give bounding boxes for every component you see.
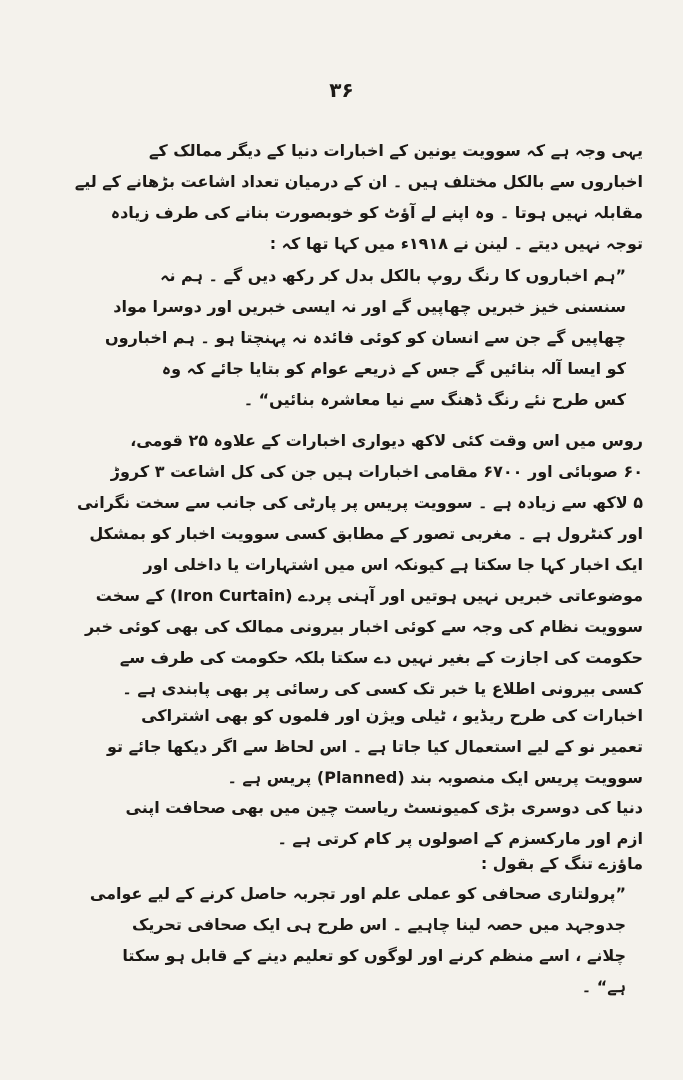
text-line: ایک اخبار کہا جا سکتا ہے کیونکہ اس میں اشتہارات یا داخلی اور [143,555,643,574]
text-line: ازم اور مارکسزم کے اصولوں پر کام کرتی ہے ۔ [277,829,643,848]
text-line: چھاپیں گے جن سے انسان کو کوئی فائدہ نہ پہنچتا ہو ۔ ہم اخباروں [104,328,626,347]
mao-quote-intro [40,848,643,879]
text-line: سوویت پریس ایک منصوبہ بند (Planned) پریس ہے ۔ [227,768,643,787]
text-line: مقابلہ نہیں ہوتا ۔ وہ اپنے لے آؤٹ کو خوبصورت بنانے کی طرف زیادہ [110,203,643,222]
text-line: توجہ نہیں دیتے ۔ لینن نے ۱۹۱۸ء میں کہا تھا کہ : [269,234,643,253]
paragraph-soviet-newspapers [40,135,643,259]
text-line: سوویت نظام کی وجہ سے کوئی اخبار بیرونی ممالک کی بھی کوئی خبر [84,617,643,636]
text-line: روس میں اس وقت کئی لاکھ دیواری اخبارات کے علاوہ ۲۵ قومی، [130,431,643,450]
paragraph-china [40,792,643,854]
text-line: کو ایسا آلہ بنائیں گے جس کے ذریعے عوام کو بتایا جائے کہ وہ [161,359,626,378]
text-line: کسی بیرونی اطلاع یا خبر تک کسی کی رسائی پر بھی پابندی ہے ۔ [122,679,643,698]
text-line: اخباروں سے بالکل مختلف ہیں ۔ ان کے درمیان تعداد اشاعت بڑھانے کے لیے [74,172,643,191]
text-line: ”ہم اخباروں کا رنگ روپ بالکل بدل کر رکھ دیں گے ۔ ہم نہ [160,266,626,285]
text-line: کس طرح نئے رنگ ڈھنگ سے نیا معاشرہ بنائیں“ ۔ [243,390,626,409]
text-line: سنسنی خیز خبریں چھاپیں گے اور نہ ایسی خبریں اور دوسرا مواد [113,297,626,316]
paragraph-russian-press [40,425,643,704]
text-line: اخبارات کی طرح ریڈیو ، ٹیلی ویژن اور فلموں کو بھی اشتراکی [141,706,643,725]
paragraph-planned-press [40,700,643,793]
text-line: اور کنٹرول ہے ۔ مغربی تصور کے مطابق کسی سوویت اخبار کو بمشکل [89,524,643,543]
text-line: ”پرولتاری صحافی کو عملی علم اور تجربہ حاصل کرنے کے لیے عوامی [89,884,626,903]
text-line: حکومت کی اجازت کے بغیر نہیں دے سکتا بلکہ حکومت کی طرف سے [119,648,643,667]
text-line: ۶۰ صوبائی اور ۶۷۰۰ مقامی اخبارات ہیں جن کی کل اشاعت ۳ کروڑ [110,462,643,481]
text-line: ہے“ ۔ [581,977,626,996]
page-number: ۳۶ [329,78,354,102]
text-line: دنیا کی دوسری بڑی کمیونسٹ ریاست چین میں بھی صحافت اپنی [125,798,643,817]
mao-quote [40,878,626,1002]
text-line: یہی وجہ ہے کہ سوویت یونین کے اخبارات دنیا کے دیگر ممالک کے [149,141,643,160]
text-line: جدوجہد میں حصہ لینا چاہیے ۔ اس طرح ہی ایک صحافی تحریک [131,915,626,934]
text-line: تعمیر نو کے لیے استعمال کیا جاتا ہے ۔ اس لحاظ سے اگر دیکھا جائے تو [107,737,643,756]
lenin-quote [40,260,626,415]
text-line: ماؤزے تنگ کے بقول : [480,854,643,873]
text-line: موضوعاتی خبریں نہیں ہوتیں اور آہنی پردے (Iron Curtain) کے سخت [95,586,643,605]
text-line: ۵ لاکھ سے زیادہ ہے ۔ سوویت پریس پر پارٹی کی جانب سے سخت نگرانی [77,493,643,512]
text-line: چلانے ، اسے منظم کرنے اور لوگوں کو تعلیم دینے کے قابل ہو سکتا [122,946,626,965]
